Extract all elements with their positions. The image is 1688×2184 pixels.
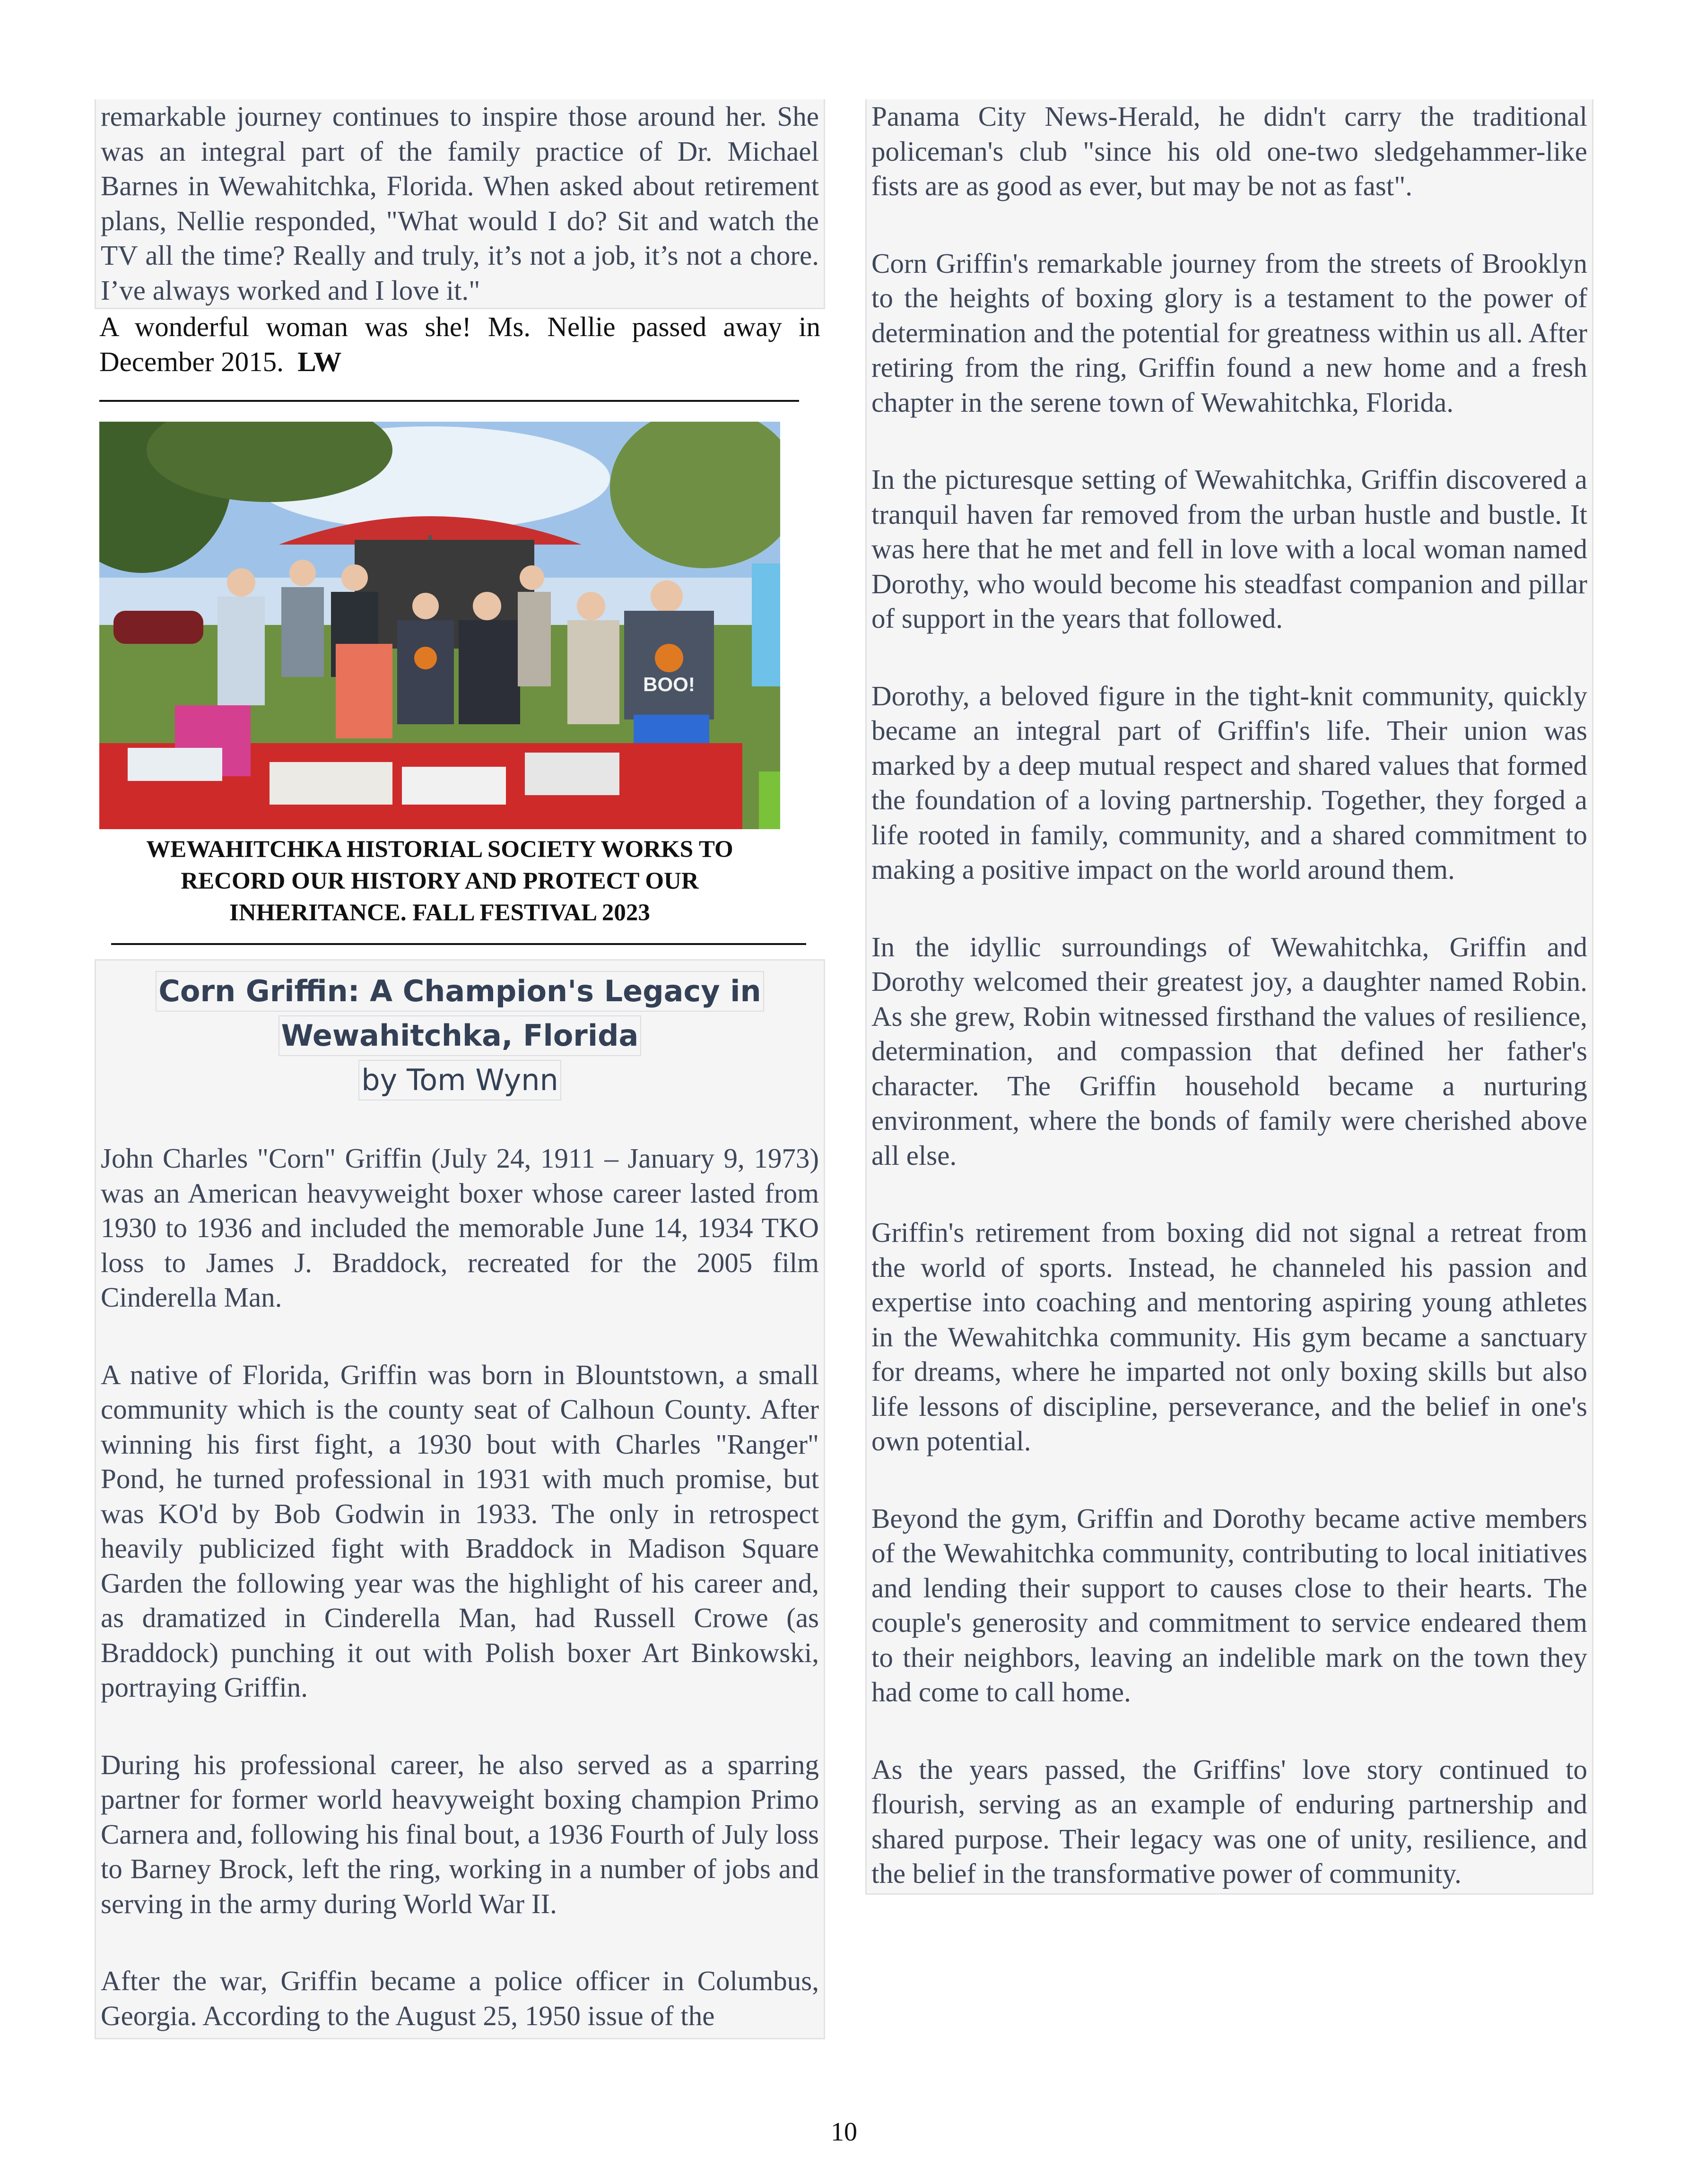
article-paragraph: A native of Florida, Griffin was born in Blountstown, a small community which is the county seat of Calhoun County. After winning his first fight, a 1930 bout with Charles "Ranger" Pond, he turned professional in 1931 with much promise, but was KO'd by Bob Godwin in 1933. The only in retrospect heavily publicized fight with Braddock in Madison Square Garden the following year was the highlight of his career and, as dramatized in Cinderella Man, had Russell Crowe (as Braddock) punching it out with Polish boxer Art Binkowski, portraying Griffin. [101,1359,819,1703]
closing-paragraph [95,309,825,379]
article-title-line-1: Corn Griffin: A Champion's Legacy in [156,971,764,1012]
article-paragraph: Corn Griffin's remarkable journey from the streets of Brooklyn to the heights of boxing glory is a testament to the power of determination and the potential for greatness within us all. After retiring from the ring, Griffin found a new home and a fresh chapter in the serene town of Wewahitchka, Florida. [871,247,1587,418]
article-title [101,969,819,1102]
photo-caption: WEWAHITCHKA HISTORIAL SOCIETY WORKS TO RECORD OUR HISTORY AND PROTECT OUR INHERITANCE. FALL FESTIVAL 2023 [146,836,733,926]
author-initials: LW [297,346,342,377]
article-paragraph: Beyond the gym, Griffin and Dorothy became active members of the Wewahitchka community, contributing to local initiatives and lending their support to causes close to their hearts. The couple's generosity and commitment to service endeared them to their neighbors, leaving an indelible mark on the town they had come to call home. [871,1502,1587,1707]
article-byline: by Tom Wynn [358,1060,561,1101]
article-box-right [865,99,1593,1895]
continued-paragraph: remarkable journey continues to inspire those around her. She was an integral part of the family practice of Dr. Michael Barnes in Wewahitchka, Florida. When asked about retirement plans, Nellie responded, "What would I do? Sit and watch the TV all the time? Really and truly, it’s not a job, it’s not a chore. I’ve always worked and I love it." [101,101,819,306]
continued-article-box [95,99,825,309]
article-paragraph: In the idyllic surroundings of Wewahitchka, Griffin and Dorothy welcomed their greatest joy, a daughter named Robin. As she grew, Robin witnessed firsthand the values of resilience, determination, and compassion that defined her father's character. The Griffin household became a nurturing environment, where the bonds of family were cherished above all else. [871,931,1587,1171]
divider-rule-2 [111,943,806,945]
right-column [865,99,1593,1895]
article-paragraph: During his professional career, he also served as a sparring partner for former world heavyweight boxing champion Primo Carnera and, following his final bout, a 1936 Fourth of July loss to Barney Brock, left the ring, working in a number of jobs and serving in the army during World War II. [101,1749,819,1919]
article-title-line-2: Wewahitchka, Florida [278,1015,642,1056]
article-paragraph: John Charles "Corn" Griffin (July 24, 1911 – January 9, 1973) was an American heavyweight boxer whose career lasted from 1930 to 1936 and included the memorable June 14, 1934 TKO loss to James J. Braddock, recreated for the 2005 film Cinderella Man. [101,1143,819,1313]
article-paragraph: Panama City News-Herald, he didn't carry the traditional policeman's club "since his old one-two sledgehammer-like fists are as good as ever, but may be not as fast". [871,101,1587,201]
article-paragraph: Dorothy, a beloved figure in the tight-knit community, quickly became an integral part of Griffin's life. Their union was marked by a deep mutual respect and shared values that formed the foundation of a loving partnership. Together, they forged a life rooted in family, community, and a shared commitment to making a positive impact on the world around them. [871,680,1587,885]
closing-text: A wonderful woman was she! Ms. Nellie passed away in December 2015. [99,311,820,377]
festival-photo-illustration [99,422,780,829]
boo-shirt-text: BOO! [643,673,695,695]
article-paragraph: After the war, Griffin became a police officer in Columbus, Georgia. According to the August 25, 1950 issue of the [101,1965,819,2031]
article-paragraph: Griffin's retirement from boxing did not signal a retreat from the world of sports. Instead, he channeled his passion and expertise into coaching and mentoring aspiring young athletes in the Wewahitchka community. His gym became a sanctuary for dreams, where he imparted not only boxing skills but also life lessons of discipline, perseverance, and the belief in one's own potential. [871,1217,1587,1456]
article-paragraph: As the years passed, the Griffins' love story continued to flourish, serving as an example of enduring partnership and shared purpose. Their legacy was one of unity, resilience, and the belief in the transformative power of community. [871,1753,1587,1889]
article-paragraph: In the picturesque setting of Wewahitchka, Griffin discovered a tranquil haven far removed from the urban hustle and bustle. It was here that he met and fell in love with a local woman named Dorothy, who would become his steadfast companion and pillar of support in the years that followed. [871,464,1587,634]
festival-photo [99,422,780,829]
article-box-left [95,959,825,2039]
page-number: 10 [831,2117,857,2147]
left-column [95,99,825,2039]
